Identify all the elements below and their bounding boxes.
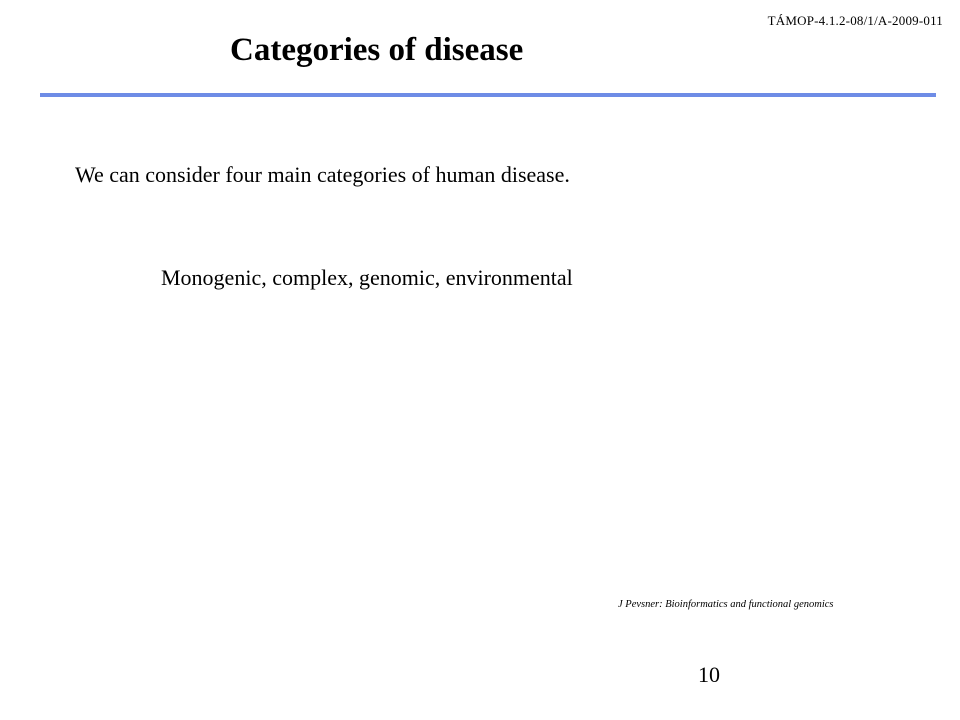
slide-title: Categories of disease [230,32,524,68]
title-rule [40,93,936,97]
citation: J Pevsner: Bioinformatics and functional genomics [618,599,834,610]
slide-number: 10 [698,662,720,687]
project-code: TÁMOP-4.1.2-08/1/A-2009-011 [767,13,943,28]
intro-text: We can consider four main categories of human disease. [75,162,570,187]
categories-text: Monogenic, complex, genomic, environmental [161,265,573,290]
